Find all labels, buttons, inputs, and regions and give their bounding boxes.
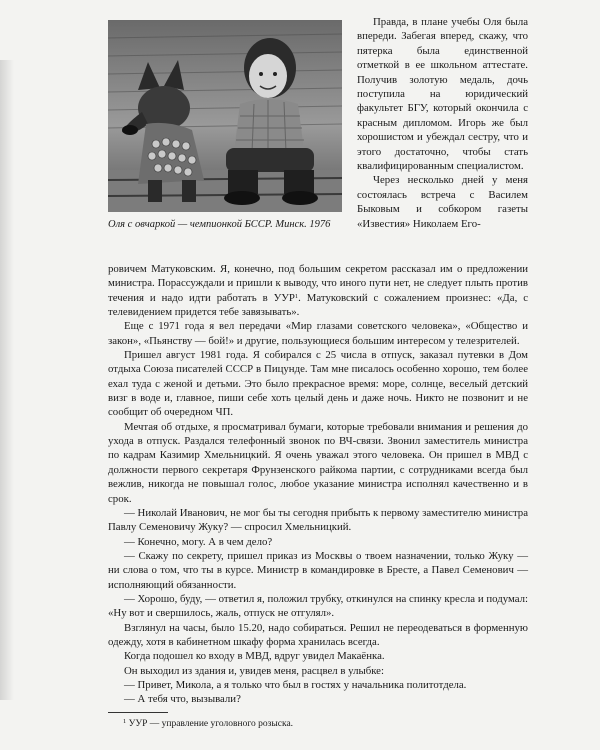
- paragraph: Он выходил из здания и, увидев меня, расцвел в улыбке:: [124, 664, 384, 677]
- paragraph: — А тебя что, вызывали?: [124, 693, 241, 706]
- paragraph-text: ровичем Матуковским. Я, конечно, под большим секретом рассказал им о предложении министра. Порассуждали и пришли к выводу, что иного пути нет, не следует плыть против течения и надо идти работать в УУР: [108, 263, 528, 304]
- paragraph: — Конечно, могу. А в чем дело?: [124, 535, 273, 548]
- footnote-text: УУР — управление уголовного розыска.: [128, 719, 294, 729]
- paragraph: Когда подошел ко входу в МВД, вдруг увидел Макаёнка.: [124, 650, 385, 663]
- paragraph: Взглянул на часы, было 15.20, надо собираться. Решил не переодеваться в форменную одежду, хотя в кабинетном шкафу форма хранилась всегда.: [108, 621, 528, 648]
- footnote-mark: 1: [123, 718, 127, 725]
- photo-caption: Оля с овчаркой — чемпионкой БССР. Минск. 1976: [108, 219, 331, 230]
- footnote: [123, 718, 523, 730]
- paragraph-continued: [108, 262, 528, 319]
- right-column-text: [357, 15, 528, 231]
- paragraph: Правда, в плане учебы Оля была впереди. Забегая вперед, скажу, что пятерка была единственной отметкой в ее школьном аттестате. Получив золотую медаль, дочь поступила на юридический факультет БГУ, который окончила с красным дипломом. Игорь же был хорошистом и убеждал сестру, что и этого достаточно, чтобы стать квалифицированным специалистом.: [357, 16, 528, 173]
- paragraph: Через несколько дней у меня состоялась встреча с Василем Быковым и собкором газеты «Известия» Николаем Его-: [357, 174, 528, 230]
- main-text: [108, 262, 528, 707]
- paragraph: — Скажу по секрету, пришел приказ из Москвы о твоем назначении, только Жуку — ни слова о том, что ты в курсе. Министр в командировке в Бресте, а Павел Семенович — исполняющий обязанности.: [108, 549, 528, 591]
- scan-shadow: [0, 60, 14, 700]
- paragraph: — Привет, Микола, а я только что был в гостях у начальника политотдела.: [124, 678, 467, 691]
- photo-girl-with-dog: [108, 20, 342, 212]
- footnote-divider: [108, 712, 168, 713]
- footnote-reference: 1: [294, 292, 299, 300]
- paragraph: — Николай Иванович, не мог бы ты сегодня прибыть к первому заместителю министра Павлу Семеновичу Жуку? — спросил Хмельницкий.: [108, 506, 528, 534]
- paragraph: — Хорошо, буду, — ответил я, положил трубку, откинулся на спинку кресла и подумал: «Ну вот и свершилось, жаль, отпуск не отгулял».: [108, 592, 528, 620]
- paragraph: Пришел август 1981 года. Я собирался с 25 числа в отпуск, заказал путевки в Дом отдыха Союза писателей СССР в Пицунде. Там мне писалось особенно хорошо, тем более ехал туда с женой и детьми. Это было прекрасное время: море, солнце, веселый детский визг в воде и, главное, пиши себе хоть целый день и даже ночь. Никто не позвонит и не сообщит об очередном ЧП.: [108, 349, 528, 419]
- paragraph-text: . Матуковский с сожалением произнес: «Да, с телевидением придется тебе завязывать».: [108, 291, 528, 319]
- paragraph: Мечтая об отдыхе, я просматривал бумаги, которые требовали внимания и решения до ухода в отпуск. Раздался телефонный звонок по ВЧ-связи. Звонил заместитель министра по кадрам Казимир Хмельницкий. Я очень уважал этого человека. Он пришел в МВД с должности первого секретаря Фрунзенского райкома партии, с сотрудниками всегда был вежлив, никогда не повышал голос, любое указание министра исполнял качественно и в срок.: [108, 420, 528, 505]
- paragraph: Еще с 1971 года я вел передачи «Мир глазами советского человека», «Общество и закон», «Пьянству — бой!» и другие, пользующиеся большим интересом у телезрителей.: [108, 320, 528, 347]
